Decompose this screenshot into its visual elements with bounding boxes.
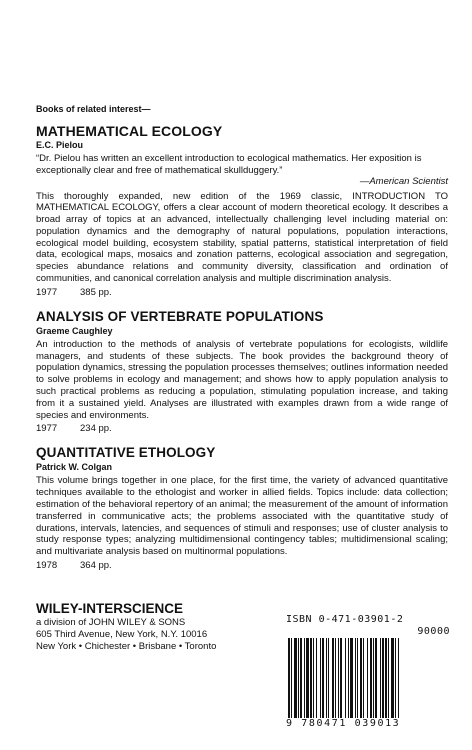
book-description: This volume brings together in one place, for the first time, the variety of advanced quantitative techniques available to the ethologist and worker in allied fields. Topics include: data collection; estimation of the behavioral repertory of an animal; the measurement of the amount of information transferred in communicative acts; the problems associated with the quantitative study of durations, intervals, latencies, and sequences of stimuli and responses; use of cluster analysis to study response types; analyzing multidimensional contingency tables; multidimensional scaling; and multivariate analysis based on multinormal populations.	[36, 475, 448, 558]
book-title: MATHEMATICAL ECOLOGY	[36, 123, 223, 139]
barcode-bar	[326, 638, 327, 718]
barcode-bar	[360, 638, 362, 718]
barcode-bar	[306, 638, 309, 718]
barcode-block	[286, 614, 450, 730]
book-description: This thoroughly expanded, new edition of the 1969 classic, INTRODUCTION TO MATHEMATICAL ECOLOGY, offers a clear account of modern theoretical ecology. It describes a broad array of topics at an advanced, intellectually challenging level including material on: population dynamics and the demography of natural populations, population interactions, ecological model building, ecosystem stability, spatial patterns, statistical interpretation of field data, ecological maps, mosaics and zonation patterns, ecological association and segregation, species abundance relations and community diversity, classification and ordination of communities, and canonical correlation analysis and multiple discrimination analysis.	[36, 190, 448, 285]
barcode-bar	[332, 638, 334, 718]
barcode-bar	[373, 638, 374, 718]
barcode-bar	[345, 638, 346, 718]
back-cover-content	[36, 104, 448, 582]
barcode-bar	[398, 638, 399, 718]
book-meta	[36, 287, 448, 299]
barcode-bar	[355, 638, 356, 718]
book-title: QUANTITATIVE ETHOLOGY	[36, 445, 216, 461]
related-books-heading: Books of related interest—	[36, 104, 151, 114]
publisher-cities: New York • Chichester • Brisbane • Toronto	[36, 641, 217, 652]
book-year: 1977	[36, 286, 58, 298]
publisher-block	[36, 601, 216, 653]
book-author: E.C. Pielou	[36, 140, 84, 150]
barcode-bar	[375, 638, 377, 718]
book-title: ANALYSIS OF VERTEBRATE POPULATIONS	[36, 308, 324, 324]
barcode-bar	[294, 638, 297, 718]
ean-number: 9 780471 039013	[286, 718, 401, 729]
publisher-division: a division of JOHN WILEY & SONS	[36, 617, 186, 628]
barcode-bar	[288, 638, 290, 718]
barcode-bar	[313, 638, 314, 718]
book-pages: 234 pp.	[80, 423, 112, 435]
barcode-bar	[320, 638, 321, 718]
barcode-bar	[340, 638, 342, 718]
barcode-bar	[395, 638, 396, 718]
barcode-bar	[300, 638, 302, 718]
barcode-bar	[350, 638, 353, 718]
book-author: Patrick W. Colgan	[36, 462, 113, 473]
barcode-bar	[291, 638, 292, 718]
book-year: 1977	[36, 423, 58, 435]
barcode-bar	[370, 638, 372, 718]
barcode-bar	[357, 638, 358, 718]
price-code: 90000	[417, 626, 450, 637]
barcode-bar	[298, 638, 299, 718]
book-description: An introduction to the methods of analysis of vertebrate populations for ecologists, wildlife managers, and students of these subjects. The book provides the background theory of population dynamics, stressing the population processes themselves; outlines information needed to solve problems in ecology and management; and shows how to apply population analysis to such practical problems as reducing a population, stimulating population increase, and taking from it a sustained yield. Analyses are illustrated with examples drawn from a wide range of species and environments.	[36, 338, 448, 421]
book-review-quote: “Dr. Pielou has written an excellent introduction to ecological mathematics. Her exposition is exceptionally clear and free of mathematical skullduggery.”	[36, 153, 422, 176]
isbn-number: ISBN 0-471-03901-2	[286, 614, 404, 625]
book-author: Graeme Caughley	[36, 325, 113, 336]
barcode-bar	[388, 638, 389, 718]
barcode-bar	[335, 638, 336, 718]
barcode-image	[286, 638, 450, 718]
barcode-bar	[363, 638, 364, 718]
quote-source: —American Scientist	[359, 176, 448, 187]
barcode-bar	[316, 638, 317, 718]
barcode-bar	[310, 638, 312, 718]
book-entry-quantitative-ethology	[36, 445, 448, 572]
publisher-address: 605 Third Avenue, New York, N.Y. 10016	[36, 629, 208, 640]
barcode-bar	[391, 638, 394, 718]
book-pages: 364 pp.	[80, 560, 112, 572]
barcode-bar	[382, 638, 384, 718]
book-entry-vertebrate-populations	[36, 309, 448, 436]
barcode-bar	[348, 638, 349, 718]
book-pages: 385 pp.	[80, 286, 112, 298]
book-meta	[36, 560, 448, 572]
book-meta	[36, 423, 448, 435]
publisher-name: WILEY-INTERSCIENCE	[36, 601, 184, 616]
book-entry-mathematical-ecology	[36, 123, 448, 299]
barcode-bar	[367, 638, 368, 718]
barcode-bar	[380, 638, 381, 718]
barcode-bar	[385, 638, 387, 718]
barcode-bar	[304, 638, 305, 718]
barcode-bar	[338, 638, 339, 718]
book-year: 1978	[36, 560, 58, 572]
barcode-bar	[328, 638, 329, 718]
barcode-bar	[322, 638, 324, 718]
